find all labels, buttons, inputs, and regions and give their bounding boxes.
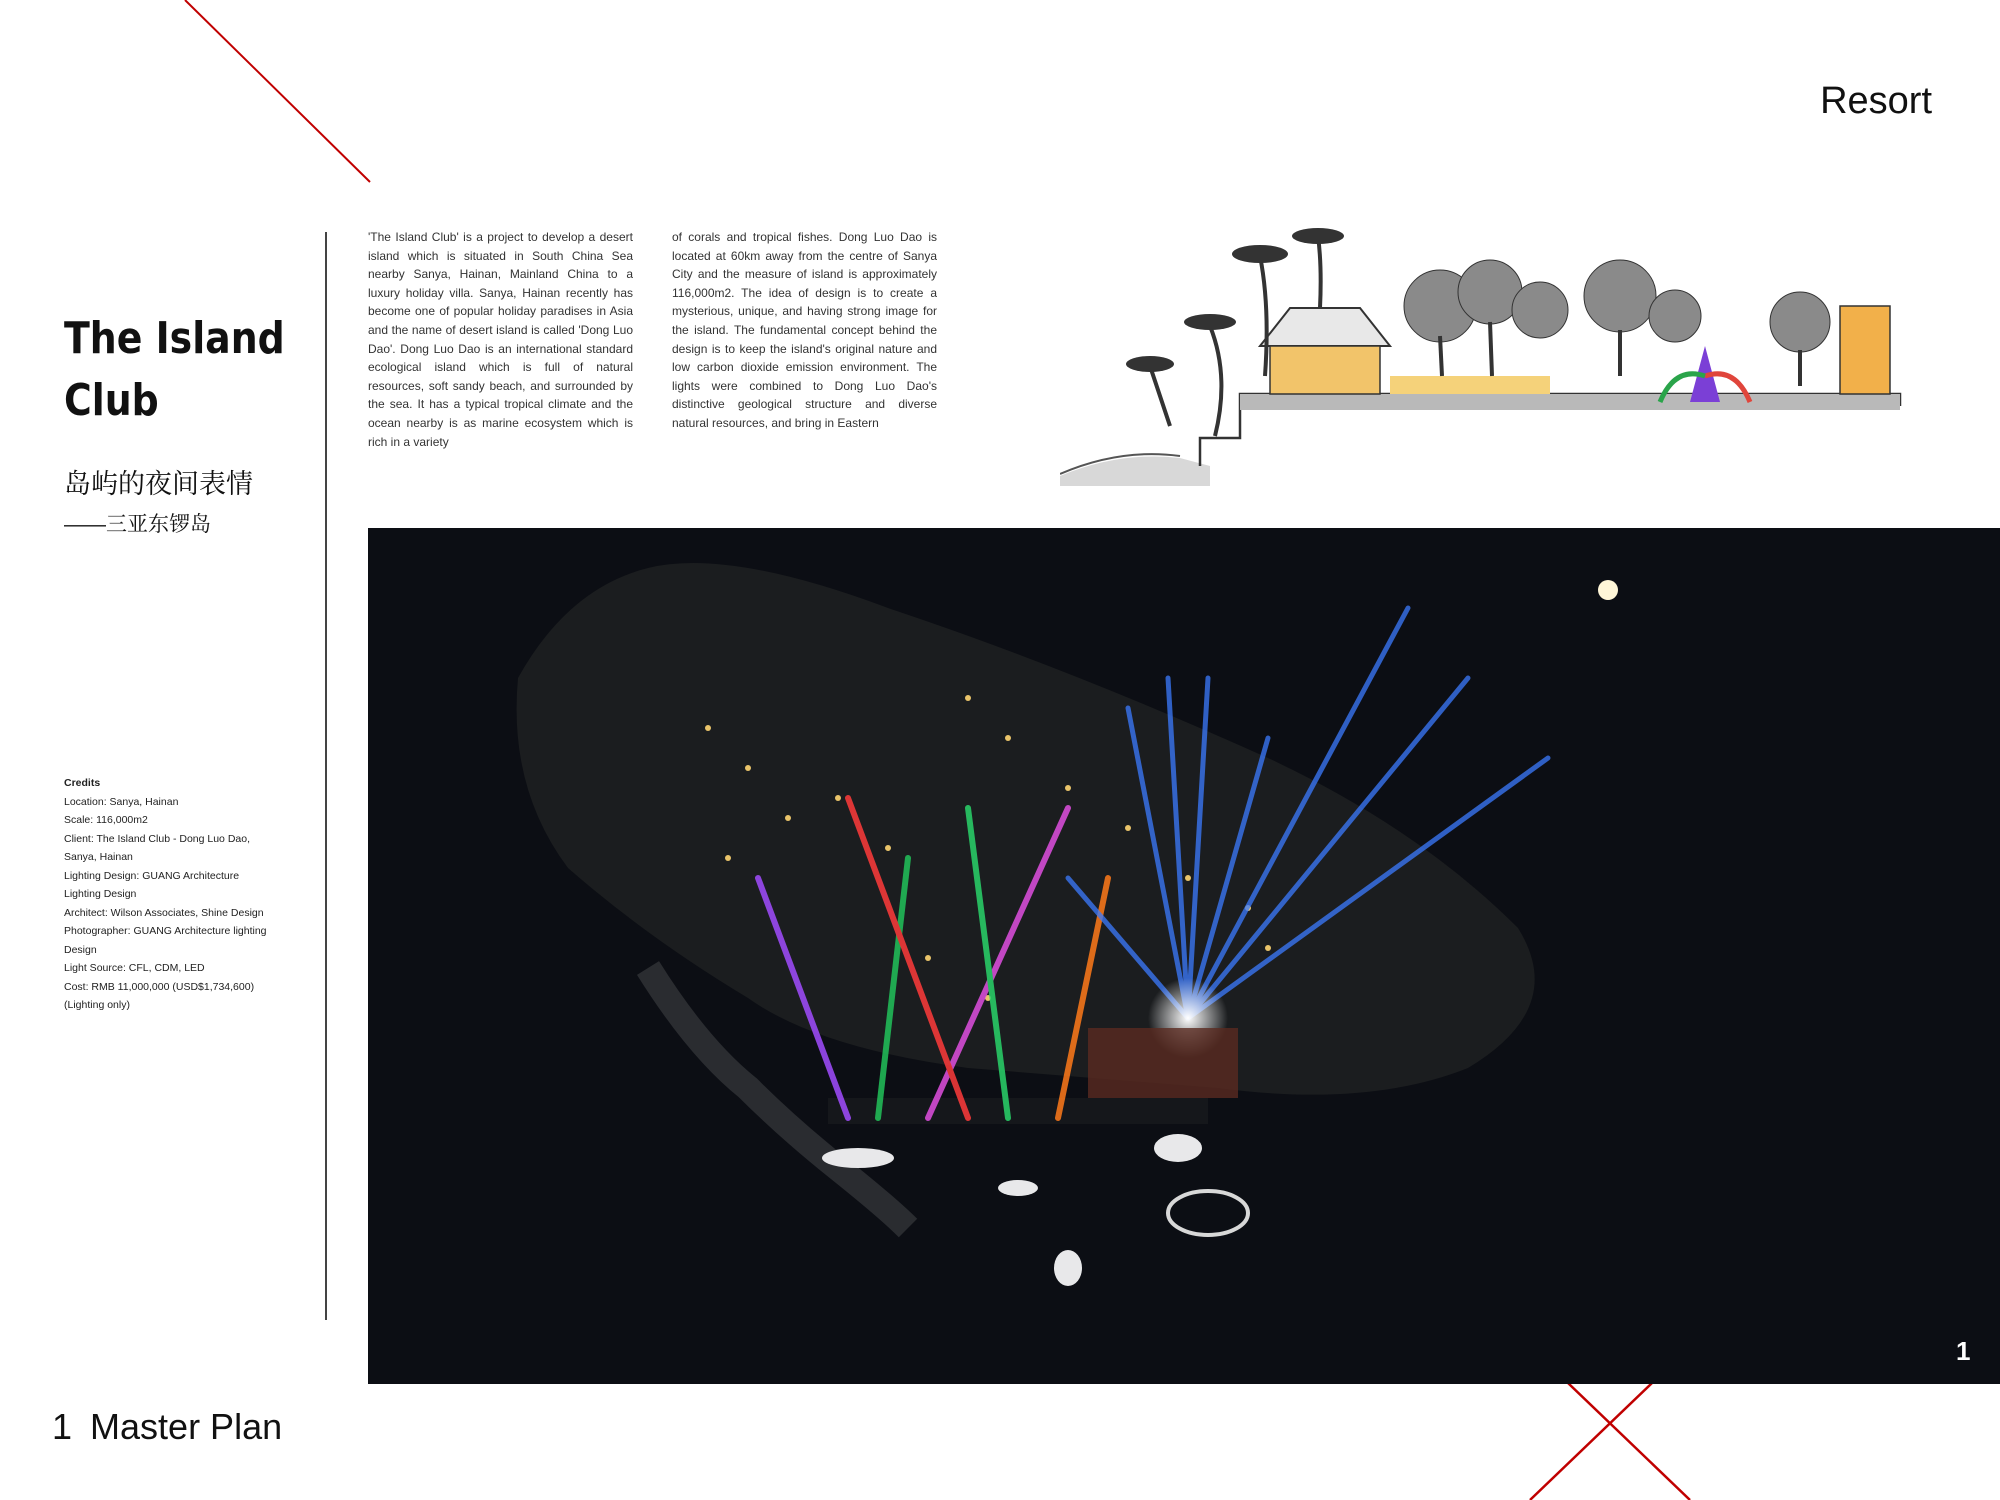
body-text-column-1: 'The Island Club' is a project to develop a desert island which is situated in South China Sea nearby Sanya, Hainan, Mainland China to a luxury holiday villa. Sanya, Hainan recently has become one of popular holiday paradises in Asia and the name of desert island is called 'Dong Luo Dao'. Dong Luo Dao is an international standard ecological island which is full of natural resources, soft sandy beach, and surrounded by the sea. It has a typical tropical climate and the ocean nearby is as marine ecosystem which is rich in a variety bbox=[368, 230, 633, 449]
credits-line: Lighting Design bbox=[64, 888, 137, 900]
credits-line: Sanya, Hainan bbox=[64, 851, 133, 863]
credits-line: Client: The Island Club - Dong Luo Dao, bbox=[64, 832, 250, 845]
caption-text: Master Plan bbox=[90, 1406, 283, 1447]
project-title-line-1: The Island bbox=[64, 313, 285, 364]
credits-line: Architect: Wilson Associates, Shine Design bbox=[64, 906, 264, 919]
credits-line: Scale: 116,000m2 bbox=[64, 814, 148, 826]
project-title-line-2: Club bbox=[64, 375, 159, 426]
section-label: Resort bbox=[1820, 80, 1932, 122]
body-text-column-2: of corals and tropical fishes. Dong Luo Dao is located at 60km away from the centre of Sanya City and the measure of island is approximately 116,000m2. The idea of design is to create a mysterious, unique, and having strong image for the island. The fundamental concept behind the design is to keep the island's original nature and low carbon dioxide emission environment. The lights were combined to Dong Luo Dao's distinctive geological structure and diverse natural resources, and bring in Eastern bbox=[672, 230, 937, 430]
credits-line: Photographer: GUANG Architecture lighting bbox=[64, 925, 267, 937]
credits-line: Location: Sanya, Hainan bbox=[64, 795, 179, 808]
credits-line: Light Source: CFL, CDM, LED bbox=[64, 962, 205, 974]
photo-number: 1 bbox=[1956, 1336, 1971, 1366]
credits-line: Lighting Design: GUANG Architecture bbox=[64, 869, 240, 882]
credits-line: Cost: RMB 11,000,000 (USD$1,734,600) bbox=[64, 980, 255, 993]
chinese-title: 岛屿的夜间表情 bbox=[64, 469, 253, 499]
figure-caption bbox=[52, 1406, 282, 1448]
credits-block bbox=[64, 774, 304, 1015]
section-sketch-illustration bbox=[1060, 226, 1940, 486]
project-title bbox=[64, 308, 285, 432]
aerial-night-photo bbox=[368, 528, 2000, 1384]
credits-heading: Credits bbox=[64, 777, 101, 789]
island-photo-illustration bbox=[368, 528, 2000, 1384]
credits-line: (Lighting only) bbox=[64, 999, 130, 1011]
vertical-divider bbox=[325, 232, 327, 1320]
caption-number: 1 bbox=[52, 1406, 73, 1447]
credits-line: Design bbox=[64, 943, 97, 956]
chinese-subtitle: ——三亚东锣岛 bbox=[64, 513, 211, 536]
